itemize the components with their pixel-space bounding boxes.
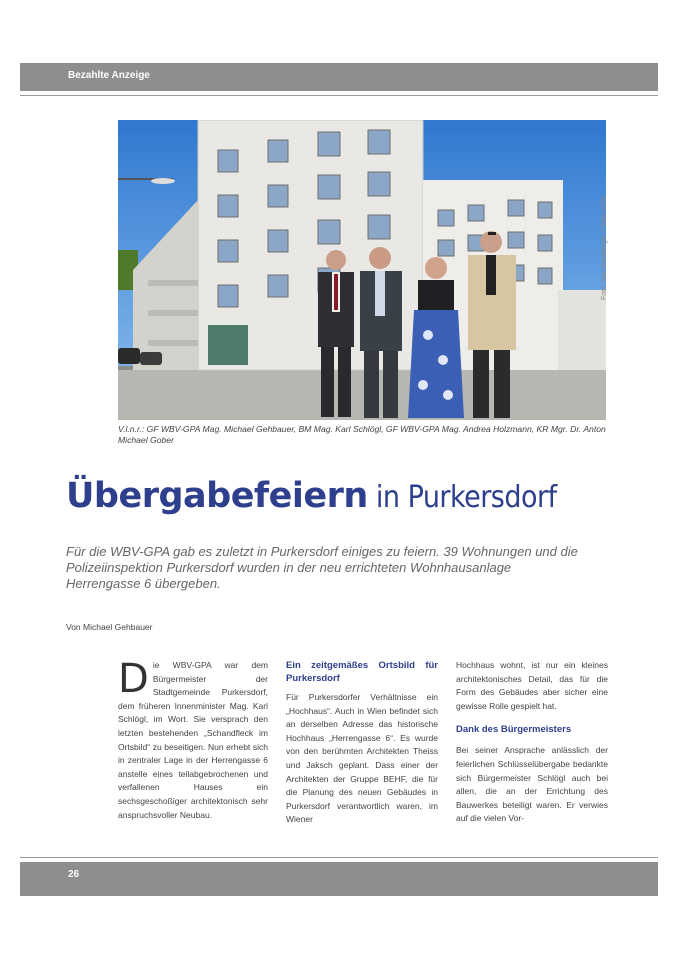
headline-bold: Übergabefeiern [66,476,368,516]
footer-bar [20,862,658,896]
column-2-text: Für Purkersdorfer Verhältnisse ein „Hochhaus“. Auch in Wien befindet sich an derselben Adresse das historische Hochhaus „Herrengasse 6“. Es wurde von den berühmten Architekten Theiss und Jaksch geplant. Dass einer der Architekten der Gruppe BEHF, die für die Planung des neuen Gebäudes in Purkersdorf verantwortlich waren, im Wiener [286,692,438,825]
photo-illustration [118,120,606,420]
drop-cap: D [118,656,149,702]
footer-rule [20,857,658,858]
column-3-text-2: Bei seiner Ansprache anlässlich der feierlichen Schlüsselübergabe bedankte sich Bürgermeister Schlögl auch bei allen, die an der Errichtung des Bauwerkes beteiligt waren. Er verwies auf die vielen Vor- [456,745,608,824]
article-column-2 [286,659,438,827]
article-byline: Von Michael Gehbauer [66,622,153,632]
photo-credit: Foto: Rauchenberger / WBV-GPA [601,195,608,300]
article-headline [66,476,557,516]
subheading-ortsbild: Ein zeitgemäßes Ortsbild für Purkersdorf [286,660,438,684]
column-1-text: ie WBV-GPA war dem Bürgermeister der Stadtgemeinde Purkersdorf, dem früheren Innenminister Mag. Karl Schlögl, im Wort. Sie versprach den letzten bestehenden „Schandfleck im Ortsbild“ zu beseitigen. Nun erhebt sich in zentraler Lage in der Herrengasse 6 anstelle eines teilabgebrochenen und verfallenen Hauses ein sechsgeschoßiger architektonisch sehr anspruchsvoller Neubau. [118,660,268,820]
article-column-1 [118,656,268,822]
photo-caption: V.l.n.r.: GF WBV-GPA Mag. Michael Gehbauer, BM Mag. Karl Schlögl, GF WBV-GPA Mag. Andrea Holzmann, KR Mgr. Dr. Anton Michael Gober [118,424,606,445]
article-column-3 [456,659,608,826]
column-3-text-1: Hochhaus wohnt, ist nur ein kleines architektonisches Detail, das für die Form des Gebäudes aber sicher eine gewisse Rolle gespielt hat. [456,660,608,711]
header-label: Bezahlte Anzeige [68,70,150,81]
article-lead: Für die WBV-GPA gab es zuletzt in Purkersdorf einiges zu feiern. 39 Wohnungen und die Polizeiinspektion Purkersdorf wurden in der neu errichteten Wohnhausanlage Herrengasse 6 übergeben. [66,544,578,591]
subheading-buergermeister: Dank des Bürgermeisters [456,724,572,736]
header-rule [20,95,658,96]
header-bar [20,63,658,91]
headline-rest: in Purkersdorf [367,480,557,515]
article-photo [118,120,606,420]
page-number: 26 [68,869,80,880]
